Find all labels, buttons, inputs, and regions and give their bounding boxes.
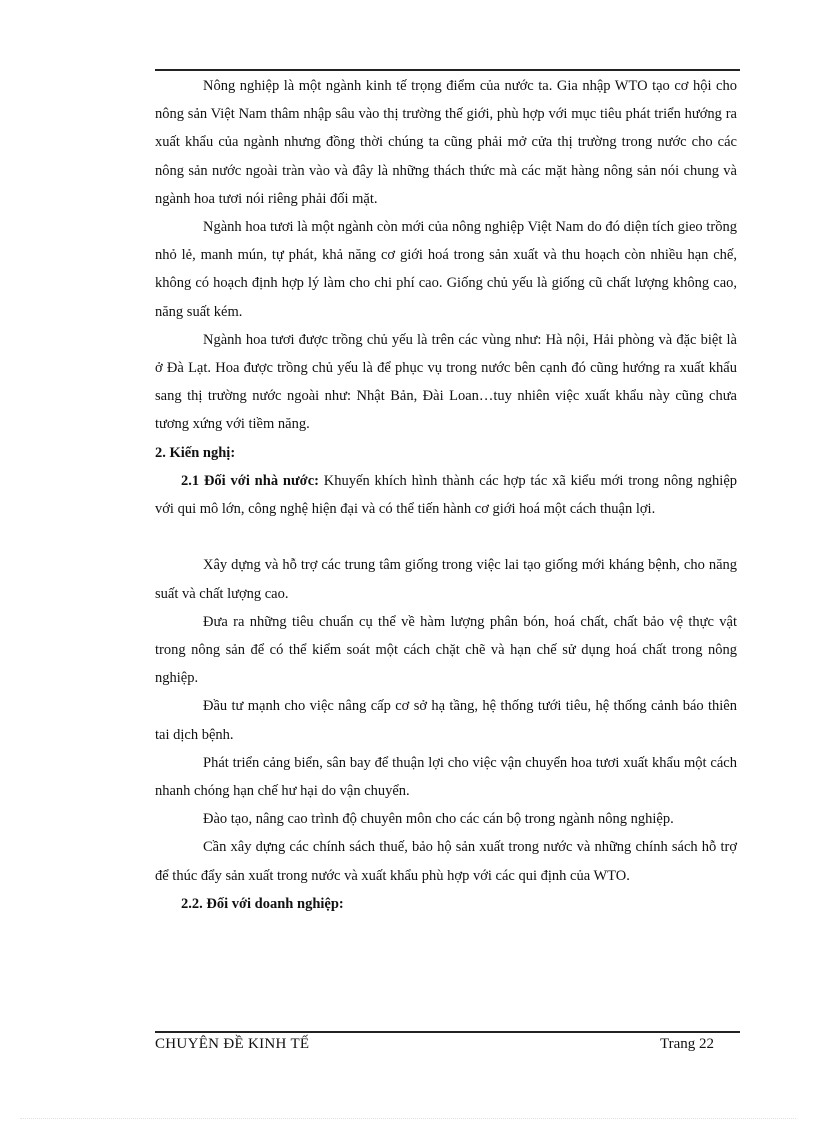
paragraph-4: Xây dựng và hỗ trợ các trung tâm giống trong việc lai tạo giống mới kháng bệnh, cho năng suất và chất lượng cao.	[155, 557, 737, 602]
paragraph-6: Đầu tư mạnh cho việc nâng cấp cơ sở hạ tầng, hệ thống tưới tiêu, hệ thống cảnh báo thiên tai dịch bệnh.	[155, 698, 737, 743]
footer-rule	[155, 1031, 740, 1033]
blank-line	[155, 523, 737, 551]
paragraph-3: Ngành hoa tươi được trồng chủ yếu là trên các vùng như: Hà nội, Hải phòng và đặc biệt là ở Đà Lạt. Hoa được trồng chủ yếu là để phục vụ trong nước bên cạnh đó cũng hướng ra xuất khẩu sang thị trường nước ngoài như: Nhật Bản, Đài Loan…tuy nhiên việc xuất khẩu này cũng chưa tương xứng với tiềm năng.	[155, 331, 737, 433]
paragraph-1: Nông nghiệp là một ngành kinh tế trọng điểm của nước ta. Gia nhập WTO tạo cơ hội cho nông sản Việt Nam thâm nhập sâu vào thị trường thế giới, phù hợp với mục tiêu phát triển hướng ra xuất khẩu của ngành nhưng đồng thời chúng ta cũng phải mở cửa thị trường trong nước cho các nông sản nước ngoài tràn vào và đây là những thách thức mà các mặt hàng nông sản nói chung và ngành hoa tươi nói riêng phải đối mặt.	[155, 78, 737, 207]
page-number: Trang 22	[660, 1036, 715, 1052]
document-body	[155, 72, 737, 918]
footer-title: CHUYÊN ĐỀ KINH TẾ	[155, 1036, 310, 1052]
paragraph-2: Ngành hoa tươi là một ngành còn mới của nông nghiệp Việt Nam do đó diện tích gieo trồng nhỏ lẻ, manh mún, tự phát, khả năng cơ giới hoá trong sản xuất và thu hoạch còn nhiều hạn chế, không có hoạch định hợp lý làm cho chi phí cao. Giống chủ yếu là giống cũ chất lượng không cao, năng suất kém.	[155, 219, 737, 320]
section-heading-recommendations: 2. Kiến nghị:	[155, 444, 236, 461]
paragraph-9: Cần xây dựng các chính sách thuế, bảo hộ sản xuất trong nước và những chính sách hỗ trợ để thúc đẩy sản xuất trong nước và xuất khẩu phù hợp với các qui định của WTO.	[155, 839, 737, 884]
paragraph-5: Đưa ra những tiêu chuẩn cụ thể về hàm lượng phân bón, hoá chất, chất bảo vệ thực vật trong nông sản để có thể kiểm soát một cách chặt chẽ và hạn chế sử dụng hoá chất trong nông nghiệp.	[155, 613, 737, 687]
subsection-state-text: Khuyến khích hình thành các hợp tác xã kiểu mới trong nông nghiệp với qui mô lớn, công nghệ hiện đại và có thể tiến hành cơ giới hoá một cách thuận lợi.	[155, 472, 738, 518]
subsection-enterprise-heading: 2.2. Đối với doanh nghiệp:	[181, 895, 344, 912]
subsection-state-label: 2.1 Đối với nhà nước:	[181, 472, 319, 489]
paragraph-7: Phát triển cảng biển, sân bay để thuận lợi cho việc vận chuyển hoa tươi xuất khẩu một cách nhanh chóng hạn chế hư hại do vận chuyển.	[155, 754, 737, 800]
page-edge-divider	[20, 1118, 796, 1119]
paragraph-8: Đào tạo, nâng cao trình độ chuyên môn cho các cán bộ trong ngành nông nghiệp.	[203, 811, 674, 828]
header-rule	[155, 69, 740, 71]
subsection-state	[155, 467, 737, 523]
